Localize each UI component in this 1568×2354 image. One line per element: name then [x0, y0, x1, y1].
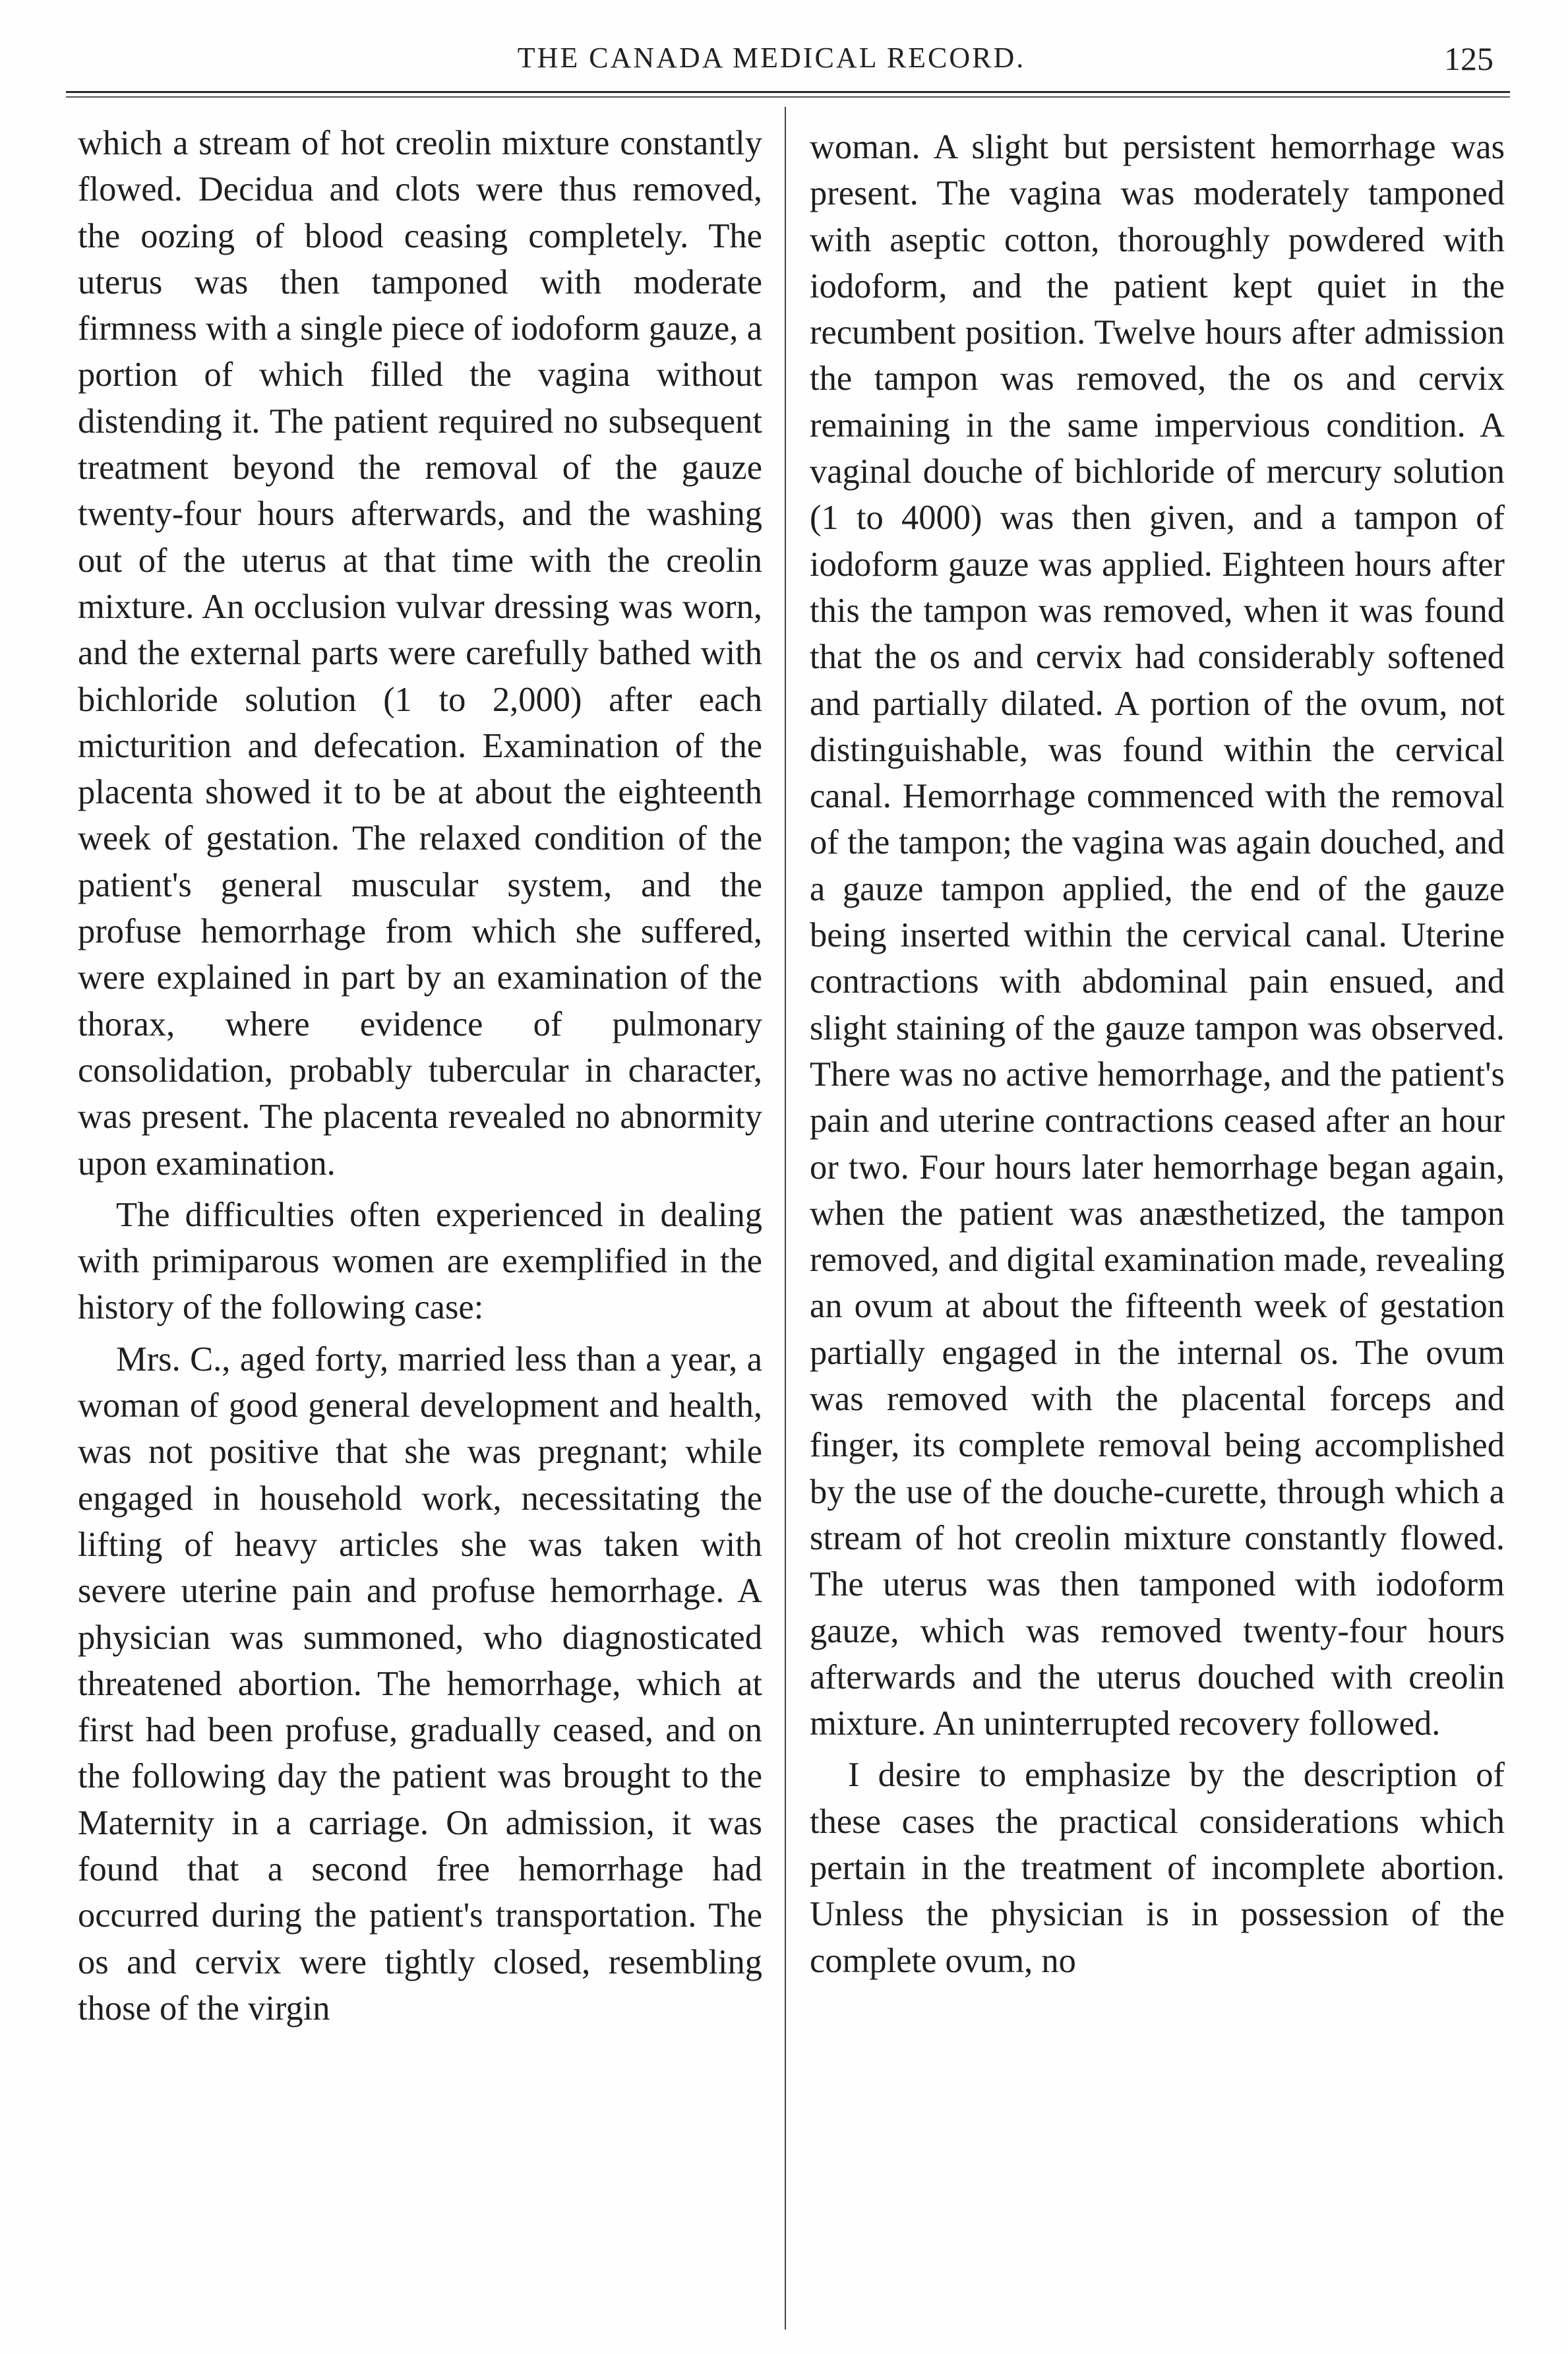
left-paragraph-1: which a stream of hot creolin mixture constantly flowed. Decidua and clots were thus removed, the oozing of blood ceasing completely. The uterus was then tamponed with moderate firmness with a single piece of iodoform gauze, a portion of which filled the vagina without distending it. The patient required no subsequent treatment beyond the removal of the gauze twenty-four hours afterwards, and the washing out of the uterus at that time with the creolin mixture. An occlusion vulvar dressing was worn, and the external parts were carefully bathed with bichloride solution (1 to 2,000) after each micturition and defecation. Examination of the placenta showed it to be at about the eighteenth week of gestation. The relaxed condition of the patient's general muscular system, and the profuse hemorrhage from which she suffered, were explained in part by an examination of the thorax, where evidence of pulmonary consolidation, probably tubercular in character, was present. The placenta revealed no abnormity upon examination. — [78, 124, 762, 1183]
running-title: THE CANADA MEDICAL RECORD. — [517, 42, 1026, 74]
left-paragraph-3: Mrs. C., aged forty, married less than a year, a woman of good general development and health, was not positive that she was pregnant; while engaged in household work, necessitating the lifting of heavy articles she was taken with severe uterine pain and profuse hemorrhage. A physician was summoned, who diagnosticated threatened abortion. The hemorrhage, which at first had been profuse, gradually ceased, and on the following day the patient was brought to the Maternity in a carriage. On admission, it was found that a second free hemorrhage had occurred during the patient's transportation. The os and cervix were tightly closed, resembling those of the virgin — [78, 1340, 762, 2028]
header-rule-secondary — [66, 96, 1510, 98]
right-paragraph-1: woman. A slight but persistent hemorrhage was present. The vagina was moderately tamponed with aseptic cotton, thoroughly powdered with iodoform, and the patient kept quiet in the recumbent position. Twelve hours after admission the tampon was removed, the os and cervix remaining in the same impervious condition. A vaginal douche of bichloride of mercury solution (1 to 4000) was then given, and a tampon of iodoform gauze was applied. Eighteen hours after this the tampon was removed, when it was found that the os and cervix had considerably softened and partially dilated. A portion of the ovum, not distinguishable, was found within the cervical canal. Hemorrhage commenced with the removal of the tampon; the vagina was again douched, and a gauze tampon applied, the end of the gauze being inserted within the cervical canal. Uterine contractions with abdominal pain ensued, and slight staining of the gauze tampon was observed. There was no active hemorrhage, and the patient's pain and uterine contractions ceased after an hour or two. Four hours later hemorrhage began again, when the patient was anæsthetized, the tampon removed, and digital examination made, revealing an ovum at about the fifteenth week of gestation partially engaged in the internal os. The ovum was removed with the placental forceps and finger, its complete removal being accomplished by the use of the douche-curette, through which a stream of hot creolin mixture constantly flowed. The uterus was then tamponed with iodoform gauze, which was removed twenty-four hours afterwards and the uterus douched with creolin mixture. An uninterrupted recovery followed. — [810, 128, 1505, 1743]
header-rule — [66, 91, 1510, 93]
page-number: 125 — [1444, 40, 1493, 77]
column-divider — [785, 107, 786, 2330]
left-column — [78, 120, 762, 2031]
left-paragraph-2: The difficulties often experienced in dealing with primiparous women are exemplified in the history of the following case: — [78, 1195, 762, 1327]
right-paragraph-2: I desire to emphasize by the description of these cases the practical considerations which pertain in the treatment of incomplete abortion. Unless the physician is in possession of the complete ovum, no — [810, 1756, 1505, 1980]
right-column — [810, 124, 1505, 1984]
